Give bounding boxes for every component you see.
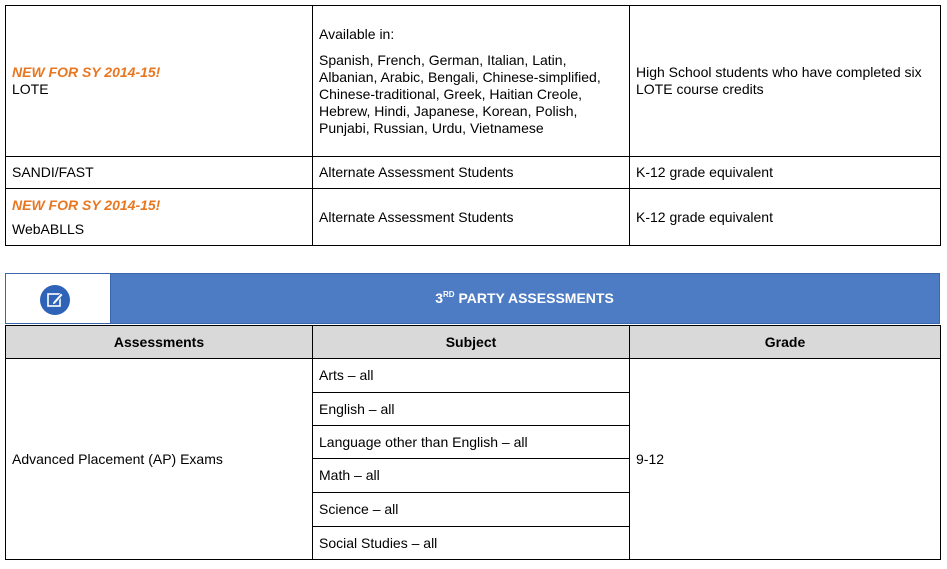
- grade-cell: K-12 grade equivalent: [630, 157, 941, 189]
- grade-cell: High School students who have completed six LOTE course credits: [630, 6, 941, 157]
- subject-cell: English – all: [313, 393, 630, 426]
- new-badge: NEW FOR SY 2014-15!: [12, 196, 161, 213]
- table-row: [6, 359, 941, 393]
- assessment-name: WebABLLS: [12, 220, 85, 237]
- third-party-assessments-table: [5, 325, 941, 560]
- section-title: 3RD PARTY ASSESSMENTS: [435, 290, 614, 306]
- subject-cell: Social Studies – all: [313, 527, 630, 560]
- table-row: [6, 6, 941, 157]
- subject-cell: Alternate Assessment Students: [313, 157, 630, 189]
- header-row: [6, 326, 941, 359]
- edit-icon: [40, 285, 70, 315]
- subject-header: Subject: [313, 326, 630, 359]
- assessment-cell: SANDI/FAST: [6, 157, 313, 189]
- assessment-name: LOTE: [12, 81, 49, 97]
- assessments-header: Assessments: [6, 326, 313, 359]
- available-in-label: Available in:: [319, 25, 395, 42]
- grade-cell: 9-12: [630, 359, 941, 560]
- subject-cell: Alternate Assessment Students: [313, 189, 630, 246]
- section-banner: [5, 273, 940, 324]
- grade-header: Grade: [630, 326, 941, 359]
- table-row: [6, 157, 941, 189]
- grade-cell: K-12 grade equivalent: [630, 189, 941, 246]
- subject-cell: Language other than English – all: [313, 426, 630, 459]
- subject-cell: Arts – all: [313, 359, 630, 393]
- subject-cell: Science – all: [313, 493, 630, 527]
- assessment-cell: [6, 6, 313, 157]
- languages-list: Spanish, French, German, Italian, Latin, Albanian, Arabic, Bengali, Chinese-simplified, Chinese-traditional, Greek, Haitian Creole, Hebrew, Hindi, Japanese, Korean, Polish, Punjabi, Russian, Urdu, Vietnamese: [319, 51, 601, 136]
- subject-cell: [313, 6, 630, 157]
- assessment-cell: Advanced Placement (AP) Exams: [6, 359, 313, 560]
- lote-assessments-table: [5, 5, 941, 246]
- assessment-cell: [6, 189, 313, 246]
- new-badge: NEW FOR SY 2014-15!: [12, 64, 161, 80]
- table-row: [6, 189, 941, 246]
- subject-cell: Math – all: [313, 459, 630, 493]
- icon-box: [6, 274, 111, 323]
